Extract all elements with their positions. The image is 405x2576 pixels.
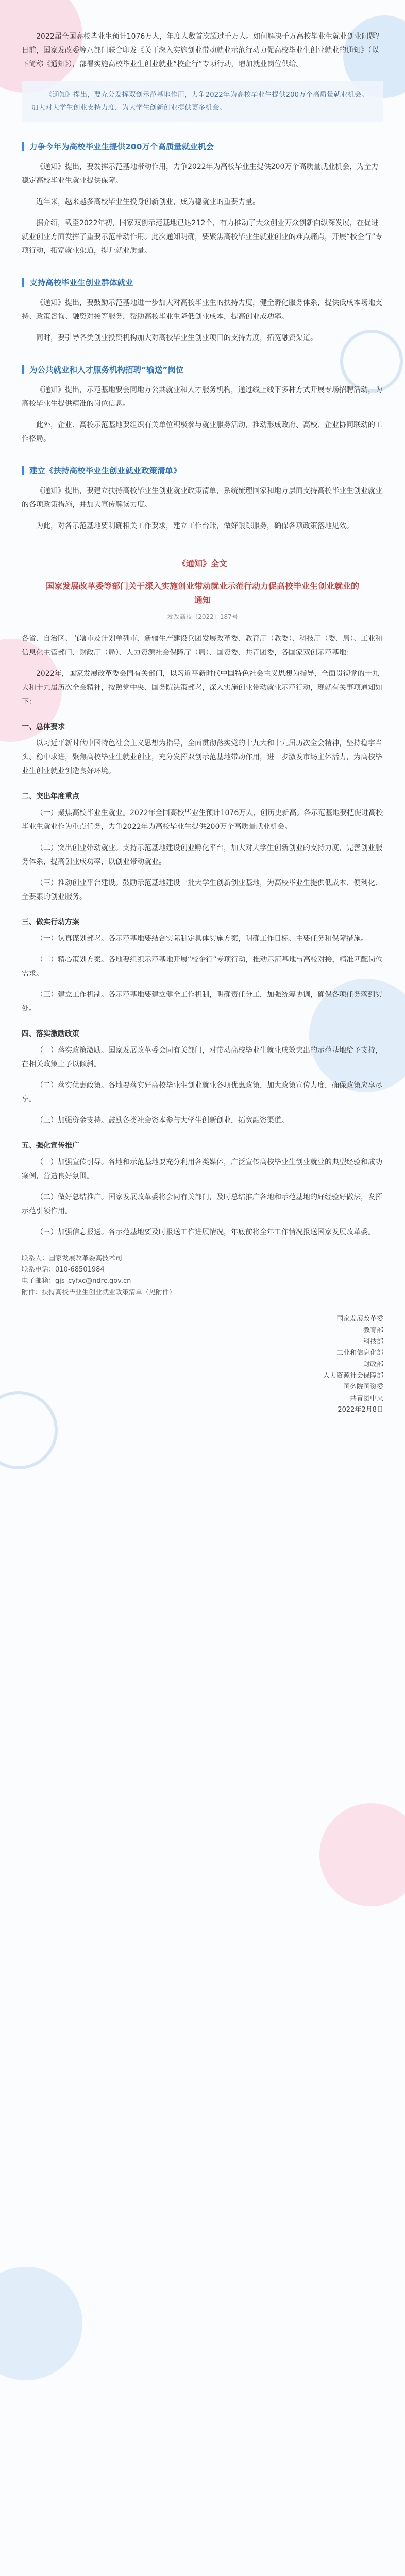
fulltext-label: 《通知》全文 [177, 558, 227, 568]
salutation: 各省、自治区、直辖市及计划单列市、新疆生产建设兵团发展改革委、教育厅（教委）、科技厅（委、局）、工业和信息化主管部门、财政厅（局）、人力资源社会保障厅（局）、国资委、共青团委，各国家双创示范基地： [22, 635, 382, 657]
part-paragraph: （二）做好总结推广。国家发展改革委将会同有关部门，及时总结推广各地和示范基地的好经验好做法，发挥示范引领作用。 [22, 1193, 382, 1215]
part-label: 五、强化宣传推广 [22, 1142, 79, 1150]
signoff-agency: 国家发展改革委 [336, 1315, 383, 1323]
part-label: 三、做实行动方案 [22, 918, 79, 926]
contact-email[interactable]: 电子邮箱：gjs_cyfxc@ndrc.gov.cn [22, 1277, 131, 1285]
sections [22, 141, 383, 533]
section-paragraph: 为此，对各示范基地要明确相关工作要求，建立工作台账，做好跟踪服务，确保各项政策落地见效。 [36, 522, 353, 530]
section-title: 力争今年为高校毕业生提供200万个高质量就业机会 [29, 142, 214, 151]
part-paragraph: （二）落实优惠政策。各地要落实好高校毕业生创业就业各项优惠政策，加大政策宣传力度，确保政策应享尽享。 [22, 1081, 382, 1104]
signoff-date: 2022年2月8日 [338, 1406, 383, 1414]
lede-paragraph: 2022届全国高校毕业生预计1076万人，年度人数首次超过千万人。如何解决千万高校毕业生就业创业问题？日前，国家发改委等八部门联合印发《关于深入实施创业带动就业示范行动力促高校毕业生创业就业的通知》（以下简称《通知》），部署实施高校毕业生创业就业“校企行”专项行动，增加就业岗位供给。 [22, 32, 383, 69]
signoff-agency: 人力资源社会保障部 [323, 1372, 383, 1380]
part-paragraph: （二）精心策划方案。各地要组织示范基地开展“校企行”专项行动，推动示范基地与高校对接，精准匹配岗位需求。 [22, 956, 383, 978]
part-paragraph: （一）加强宣传引导。各地和示范基地要充分利用各类媒体，广泛宣传高校毕业生创业就业的典型经验和成功案例，营造良好氛围。 [22, 1158, 382, 1180]
section-paragraph: 《通知》提出，要发挥示范基地带动作用，力争2022年为高校毕业生提供200万个高质量就业机会，为全力稳定高校毕业生就业提供保障。 [22, 163, 379, 185]
section-heading [22, 277, 383, 288]
part-paragraph: 以习近平新时代中国特色社会主义思想为指导，全面贯彻落实党的十九大和十九届历次全会精神，坚持稳字当头、稳中求进，聚焦高校毕业生就业创业，充分发挥双创示范基地带动作用，进一步激发市场主体活力，为高校毕业生创业就业创造良好环境。 [22, 739, 382, 775]
notice-parts [22, 721, 383, 1240]
section-bar-icon [22, 142, 24, 151]
section-title: 为公共就业和人才服务机构招聘“输送”岗位 [29, 365, 184, 375]
part-paragraph: （一）落实政策激励。国家发展改革委会同有关部门，对带动高校毕业生就业成效突出的示范基地给予支持，在相关政策上予以倾斜。 [22, 1046, 382, 1069]
contact-attachment[interactable]: 附件：扶持高校毕业生创业就业政策清单（见附件） [22, 1289, 176, 1296]
part-paragraph: （三）建立工作机制。各示范基地要建立健全工作机制，明确责任分工，加强统筹协调，确保各项任务落到实处。 [22, 991, 382, 1013]
section-heading [22, 465, 383, 476]
signoff-agency: 国务院国资委 [343, 1383, 383, 1391]
part-label: 一、总体要求 [22, 723, 65, 731]
decor-blob-blue-low [0, 2267, 82, 2380]
section-bar-icon [22, 466, 24, 475]
intro [22, 667, 383, 709]
notice-title: 国家发展改革委等部门关于深入实施创业带动就业示范行动力促高校毕业生创业就业的通知 [45, 581, 359, 605]
section-heading [22, 364, 383, 375]
part-paragraph: （三）推动创业平台建设。鼓励示范基地建设一批大学生创新创业基地，为高校毕业生提供低成本、便利化、全要素的创业服务。 [22, 879, 382, 901]
part-paragraph: （三）加强资金支持。鼓励各类社会资本参与大学生创新创业，拓宽融资渠道。 [36, 1116, 289, 1125]
section-paragraph: 《通知》提出，要建立扶持高校毕业生创业就业政策清单，系统梳理国家和地方层面支持高校毕业生创业就业的各项政策措施，并加大宣传解读力度。 [22, 487, 382, 509]
section-bar-icon [22, 278, 24, 287]
part-paragraph: （二）突出创业带动就业。支持示范基地建设创业孵化平台，加大对大学生创新创业的支持力度，完善创业服务体系，提高创业成功率，以创业带动就业。 [22, 844, 382, 866]
section-paragraph: 《通知》提出，要鼓励示范基地进一步加大对高校毕业生的扶持力度，健全孵化服务体系，提供低成本场地支持、政策咨询、融资对接等服务，帮助高校毕业生降低创业成本，提高创业成功率。 [22, 299, 382, 321]
signoff-agency: 教育部 [363, 1327, 383, 1334]
contact-unit: 联系人：国家发展改革委高技术司 [22, 1255, 123, 1262]
part-label: 四、落实激励政策 [22, 1030, 79, 1038]
document-number: 发改高技〔2022〕187号 [167, 613, 238, 620]
fulltext-divider [22, 557, 383, 569]
part-paragraph: （三）加强信息报送。各示范基地要及时报送工作进展情况，年底前将全年工作情况报送国家发展改革委。 [36, 1228, 375, 1236]
part-paragraph: （一）认真谋划部署。各示范基地要结合实际制定具体实施方案，明确工作目标、主要任务和保障措施。 [36, 935, 368, 943]
section-heading [22, 141, 383, 152]
intro-paragraph: 2022年，国家发展改革委会同有关部门，以习近平新时代中国特色社会主义思想为指导，全面贯彻党的十九大和十九届历次全会精神，按照党中央、国务院决策部署，深入实施创业带动就业示范行动，现就有关事项通知如下： [22, 670, 382, 706]
section-title: 支持高校毕业生创业群体就业 [29, 278, 133, 287]
summary-box: 《通知》提出，要充分发挥双创示范基地作用，力争2022年为高校毕业生提供200万个高质量就业机会。加大对大学生创业支持力度，为大学生创新创业提供更多机会。 [22, 81, 383, 122]
signoff-agency: 工业和信息化部 [336, 1349, 383, 1357]
contact-block [22, 1253, 383, 1298]
signoff-agency: 共青团中央 [349, 1395, 383, 1402]
section-paragraph: 同时，要引导各类创业投资机构加大对高校毕业生创业项目的支持力度，拓宽融资渠道。 [36, 334, 317, 342]
decor-blob-pink-low [319, 1803, 405, 1906]
section-paragraph: 近年来，越来越多高校毕业生投身创新创业，成为稳就业的重要力量。 [36, 198, 260, 206]
section-paragraph: 《通知》提出，示范基地要会同地方公共就业和人才服务机构，通过线上线下多种方式开展专场招聘活动，为高校毕业生提供精准的岗位信息。 [22, 386, 382, 408]
part-paragraph: （一）聚焦高校毕业生就业。2022年全国高校毕业生预计1076万人，创历史新高。各示范基地要把促进高校毕业生就业作为重点任务，力争2022年为高校毕业生提供200万个高质量就业机会。 [22, 809, 383, 831]
part-label: 二、突出年度重点 [22, 792, 79, 801]
signoff-agency: 财政部 [363, 1361, 383, 1368]
contact-phone: 联系电话：010-68501984 [22, 1266, 105, 1274]
signoff-agency: 科技部 [363, 1338, 383, 1346]
section-paragraph: 据介绍，截至2022年初，国家双创示范基地已达212个，有力推动了大众创业万众创新向纵深发展，在促进就业创业方面发挥了重要示范带动作用。此次通知明确，要聚焦高校毕业生就业创业的难点痛点，开展“校企行”专项行动，拓宽就业渠道，提升就业质量。 [22, 219, 383, 255]
section-paragraph: 此外，企业、高校示范基地要组织有关单位积极参与就业服务活动，推动形成政府、高校、企业协同联动的工作格局。 [22, 421, 382, 443]
section-title: 建立《扶持高校毕业生创业就业政策清单》 [29, 466, 181, 476]
signoff [22, 1314, 383, 1431]
section-bar-icon [22, 365, 24, 374]
